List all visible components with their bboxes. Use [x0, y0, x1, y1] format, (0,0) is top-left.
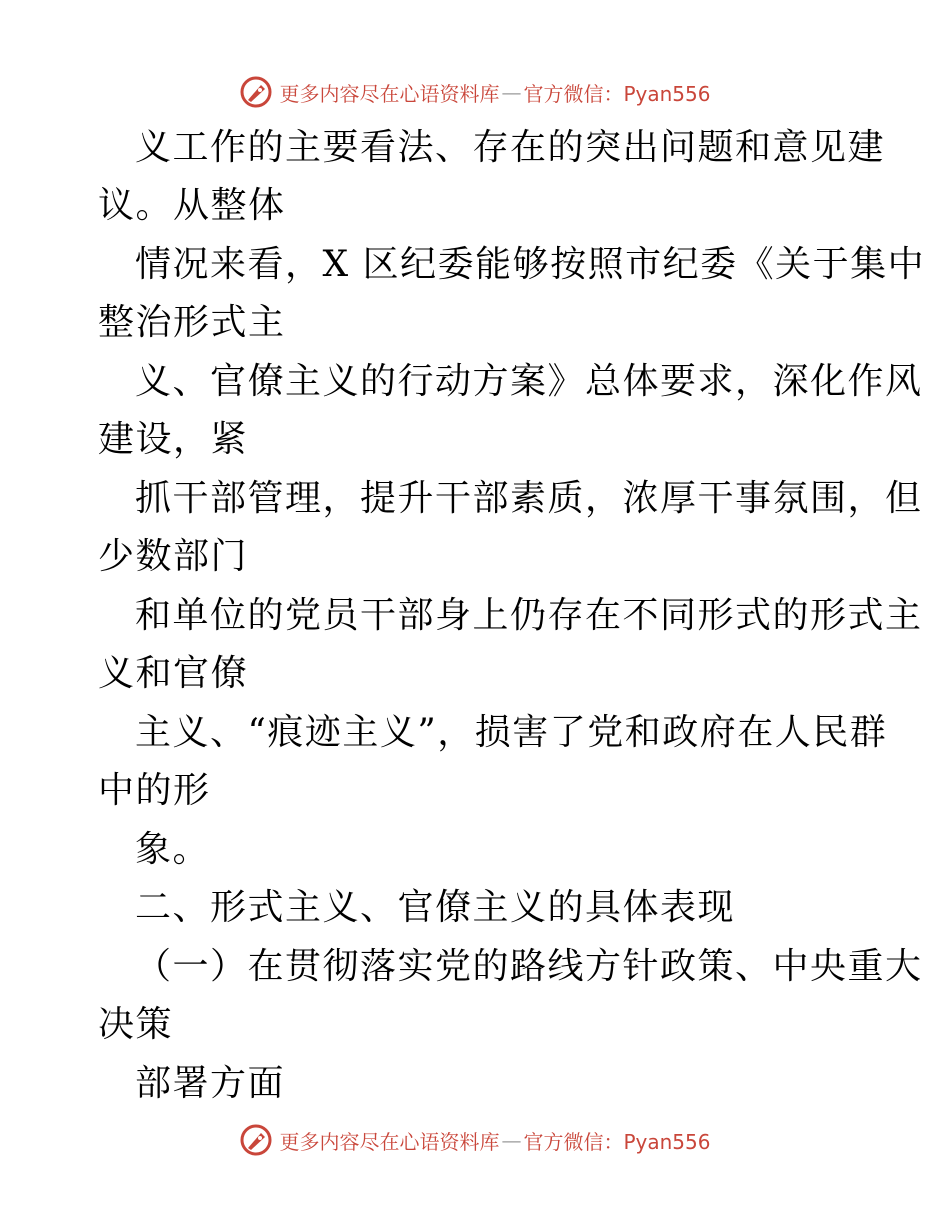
header-watermark	[0, 72, 950, 112]
body-line: 抓干部管理，提升干部素质，浓厚干事氛围，但	[135, 478, 923, 519]
watermark-wechat: 官方微信：Pyan556	[523, 1129, 711, 1154]
body-line: 义和官僚	[98, 653, 249, 694]
body-line: 情况来看，X 区纪委能够按照市纪委《关于集中	[135, 244, 926, 285]
watermark-separator: —	[501, 80, 522, 104]
subsection-heading: （一）在贯彻落实党的路线方针政策、中央重大	[135, 946, 923, 987]
body-line: 义工作的主要看法、存在的突出问题和意见建	[135, 127, 886, 168]
body-line: 义、官僚主义的行动方案》总体要求，深化作风	[135, 361, 923, 402]
section-heading: 二、形式主义、官僚主义的具体表现	[135, 887, 736, 928]
watermark-text: 更多内容尽在心语资料库	[279, 1129, 500, 1154]
body-line: 建设，紧	[98, 419, 249, 460]
body-line: 和单位的党员干部身上仍存在不同形式的形式主	[135, 595, 923, 636]
body-line: 部署方面	[135, 1063, 286, 1104]
body-line: 主义、“痕迹主义”，损害了党和政府在人民群	[135, 712, 888, 753]
body-line: 中的形	[98, 770, 211, 811]
footer-watermark	[0, 1120, 950, 1160]
pen-nib-logo-icon	[239, 75, 273, 109]
watermark-text: 更多内容尽在心语资料库	[279, 81, 500, 106]
body-line: 议。从整体	[98, 185, 286, 226]
watermark-separator: —	[501, 1128, 522, 1152]
pen-nib-logo-icon	[239, 1123, 273, 1157]
body-line: 整治形式主	[98, 302, 286, 343]
body-line: 决策	[98, 1004, 174, 1045]
body-line: 少数部门	[98, 536, 249, 577]
watermark-wechat: 官方微信：Pyan556	[523, 81, 711, 106]
body-line: 象。	[135, 829, 211, 870]
